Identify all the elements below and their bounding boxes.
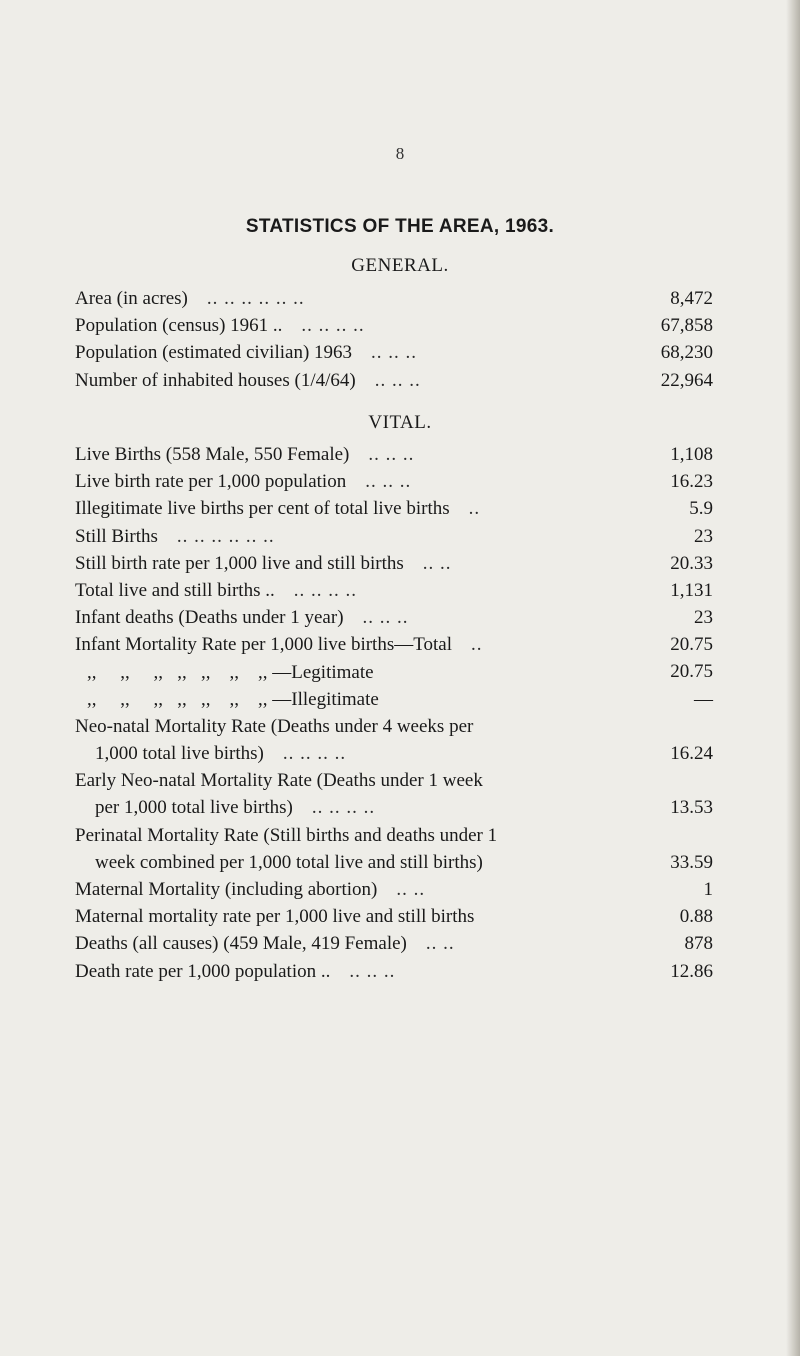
page-number: 8 bbox=[395, 144, 405, 163]
stat-value: 1 bbox=[703, 879, 713, 901]
stat-label-line2: per 1,000 total live births) bbox=[95, 797, 293, 819]
stat-row bbox=[75, 367, 725, 394]
stat-row bbox=[75, 930, 725, 957]
stat-value: — bbox=[694, 688, 713, 710]
stat-label: Still birth rate per 1,000 live and still births bbox=[75, 552, 404, 574]
stat-row bbox=[75, 604, 725, 631]
stat-row bbox=[75, 876, 725, 903]
stat-label-line1: Perinatal Mortality Rate (Still births and deaths under 1 bbox=[75, 824, 498, 846]
general-heading: GENERAL. bbox=[351, 255, 449, 276]
stat-row bbox=[75, 958, 725, 985]
stat-value: 22,964 bbox=[660, 369, 713, 391]
stat-row bbox=[75, 468, 725, 495]
dot-leaders: .. .. .. bbox=[365, 471, 412, 493]
stat-label: Total live and still births .. bbox=[75, 579, 275, 601]
dot-leaders: .. .. .. .. bbox=[293, 579, 357, 601]
vital-heading: VITAL. bbox=[368, 412, 432, 433]
stat-value: 20.75 bbox=[670, 634, 713, 656]
dot-leaders: .. .. .. .. bbox=[311, 797, 376, 819]
stat-row bbox=[75, 495, 725, 522]
stat-label: Infant deaths (Deaths under 1 year) bbox=[75, 607, 344, 629]
dot-leaders: .. .. bbox=[422, 552, 452, 574]
vital-section bbox=[75, 441, 725, 985]
dot-leaders: .. .. .. .. .. .. bbox=[176, 525, 275, 547]
dot-leaders: .. .. .. bbox=[368, 444, 415, 465]
stat-row bbox=[75, 713, 725, 767]
stat-value: 33.59 bbox=[670, 851, 713, 873]
stat-label: Illegitimate live births per cent of total live births bbox=[75, 498, 450, 520]
stat-label: Death rate per 1,000 population .. bbox=[75, 960, 331, 982]
stat-value: 0.88 bbox=[679, 906, 713, 928]
stat-row bbox=[75, 822, 725, 876]
stat-label: Still Births bbox=[75, 525, 158, 547]
dot-leaders: .. .. .. bbox=[374, 369, 421, 391]
dot-leaders: .. .. .. .. .. .. bbox=[206, 288, 305, 309]
dot-leaders: .. bbox=[471, 634, 483, 656]
stat-label: Infant Mortality Rate per 1,000 live births—Total bbox=[75, 634, 453, 656]
stat-label: Maternal Mortality (including abortion) bbox=[75, 879, 378, 901]
dot-leaders: .. .. .. .. bbox=[282, 743, 347, 765]
stat-value: 20.75 bbox=[670, 661, 713, 683]
stat-label: Live birth rate per 1,000 population bbox=[75, 471, 347, 493]
stat-value: 8,472 bbox=[670, 287, 713, 309]
general-section bbox=[75, 285, 725, 394]
stat-label: Maternal mortality rate per 1,000 live and still births bbox=[75, 906, 475, 928]
dot-leaders: .. .. .. bbox=[349, 960, 396, 982]
stat-row bbox=[75, 312, 725, 339]
stat-label: Area (in acres) bbox=[75, 288, 188, 309]
dot-leaders: .. .. bbox=[396, 879, 426, 901]
stat-value: 878 bbox=[684, 933, 713, 955]
stat-label: Deaths (all causes) (459 Male, 419 Female) bbox=[75, 933, 407, 955]
stat-value: 23 bbox=[694, 525, 713, 547]
stat-value: 1,108 bbox=[670, 443, 713, 465]
stat-row bbox=[75, 577, 725, 604]
dot-leaders: .. bbox=[468, 498, 481, 520]
stat-label: Live Births (558 Male, 550 Female) bbox=[75, 444, 350, 465]
stat-value: 68,230 bbox=[660, 342, 713, 364]
stat-row bbox=[75, 686, 725, 713]
stat-label: ,, ,, ,, ,, ,, ,, ,, —Legitimate bbox=[87, 661, 374, 683]
stat-value: 23 bbox=[694, 607, 713, 629]
stat-row bbox=[75, 339, 725, 366]
stat-row bbox=[75, 550, 725, 577]
stat-label: Population (estimated civilian) 1963 bbox=[75, 342, 353, 364]
stat-row bbox=[75, 903, 725, 930]
dot-leaders: .. .. .. bbox=[362, 607, 409, 629]
page-edge-shadow bbox=[786, 0, 800, 1356]
stat-row bbox=[75, 285, 725, 312]
page-title: STATISTICS OF THE AREA, 1963. bbox=[245, 216, 555, 237]
stat-label: ,, ,, ,, ,, ,, ,, ,, —Illegitimate bbox=[87, 688, 379, 710]
stat-value: 12.86 bbox=[670, 960, 713, 982]
stat-value: 5.9 bbox=[689, 498, 713, 520]
stat-value: 13.53 bbox=[670, 797, 713, 819]
stat-value: 67,858 bbox=[660, 315, 713, 337]
stat-label-line2: week combined per 1,000 total live and still births) bbox=[95, 851, 483, 873]
stat-value: 20.33 bbox=[670, 552, 713, 574]
dot-leaders: .. .. bbox=[425, 933, 455, 955]
stat-row bbox=[75, 523, 725, 550]
stat-row bbox=[75, 631, 725, 658]
stat-label-line2: 1,000 total live births) bbox=[95, 743, 264, 765]
stat-value: 16.23 bbox=[670, 471, 713, 493]
stat-row bbox=[75, 767, 725, 821]
stat-row bbox=[75, 659, 725, 686]
stat-row bbox=[75, 441, 725, 468]
stat-value: 1,131 bbox=[670, 579, 713, 601]
dot-leaders: .. .. .. .. bbox=[301, 315, 365, 337]
stat-label-line1: Neo-natal Mortality Rate (Deaths under 4 weeks per bbox=[75, 715, 474, 737]
dot-leaders: .. .. .. bbox=[371, 342, 418, 364]
stat-label: Population (census) 1961 .. bbox=[75, 315, 283, 337]
stat-label-line1: Early Neo-natal Mortality Rate (Deaths under 1 week bbox=[75, 770, 483, 792]
stat-label: Number of inhabited houses (1/4/64) bbox=[75, 369, 356, 391]
stat-value: 16.24 bbox=[670, 743, 713, 765]
